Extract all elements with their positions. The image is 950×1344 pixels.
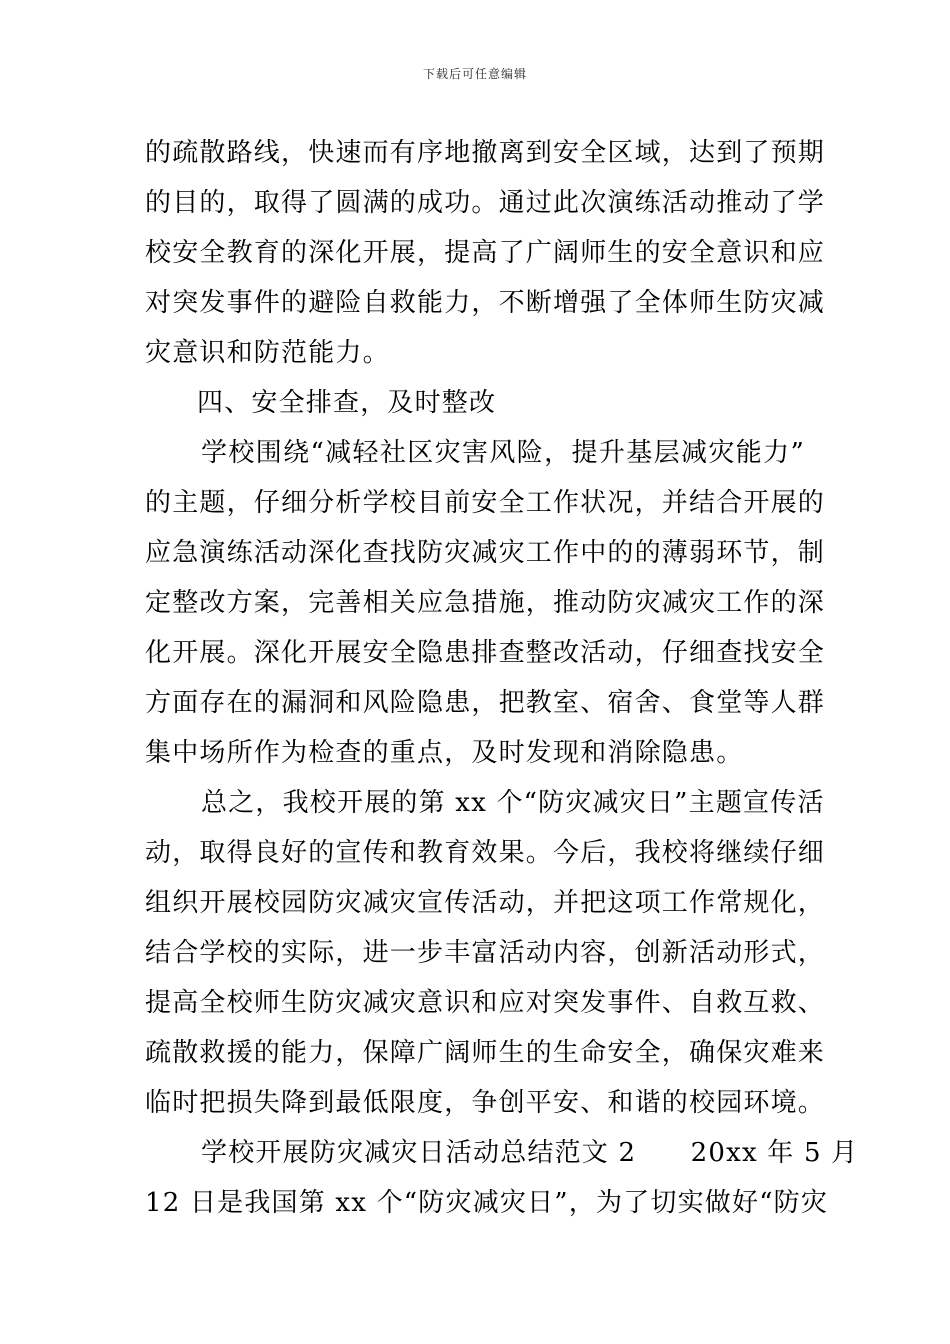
text-line: 结合学校的实际，进一步丰富活动内容，创新活动形式， (145, 938, 826, 968)
text-line: 对突发事件的避险自救能力，不断增强了全体师生防灾减 (145, 288, 826, 318)
text-line: 集中场所作为检查的重点，及时发现和消除隐患。 (145, 738, 744, 768)
text-line: 12 日是我国第 xx 个“防灾减灾日”，为了切实做好“防灾 (145, 1188, 829, 1218)
document-body (145, 128, 859, 1228)
page-header: 下载后可任意编辑 (422, 67, 527, 81)
text-line: 的疏散路线，快速而有序地撤离到安全区域，达到了预期 (145, 138, 826, 168)
section-heading: 四、安全排查，及时整改 (197, 388, 497, 418)
text-line: 的目的，取得了圆满的成功。通过此次演练活动推动了学 (145, 188, 826, 218)
text-line: 的主题，仔细分析学校目前安全工作状况，并结合开展的 (145, 488, 826, 518)
text-line: 方面存在的漏洞和风险隐患，把教室、宿舍、食堂等人群 (145, 688, 826, 718)
text-line: 总之，我校开展的第 xx 个“防灾减灾日”主题宣传活 (201, 788, 825, 818)
text-line: 学校开展防灾减灾日活动总结范文 2 20xx 年 5 月 (201, 1138, 859, 1168)
text-line: 学校围绕“减轻社区灾害风险，提升基层减灾能力” (201, 438, 805, 468)
text-line: 临时把损失降到最低限度，争创平安、和谐的校园环境。 (145, 1088, 826, 1118)
text-line: 提高全校师生防灾减灾意识和应对突发事件、自救互救、 (145, 988, 826, 1018)
text-line: 动，取得良好的宣传和教育效果。今后，我校将继续仔细 (145, 838, 826, 868)
text-line: 定整改方案，完善相关应急措施，推动防灾减灾工作的深 (145, 588, 826, 618)
text-line: 应急演练活动深化查找防灾减灾工作中的的薄弱环节，制 (145, 538, 826, 568)
text-line: 校安全教育的深化开展，提高了广阔师生的安全意识和应 (145, 238, 826, 268)
text-line: 灾意识和防范能力。 (145, 338, 390, 368)
text-line: 化开展。深化开展安全隐患排查整改活动，仔细查找安全 (145, 638, 826, 668)
text-line: 疏散救援的能力，保障广阔师生的生命安全，确保灾难来 (145, 1038, 826, 1068)
text-line: 组织开展校园防灾减灾宣传活动，并把这项工作常规化， (145, 888, 826, 918)
